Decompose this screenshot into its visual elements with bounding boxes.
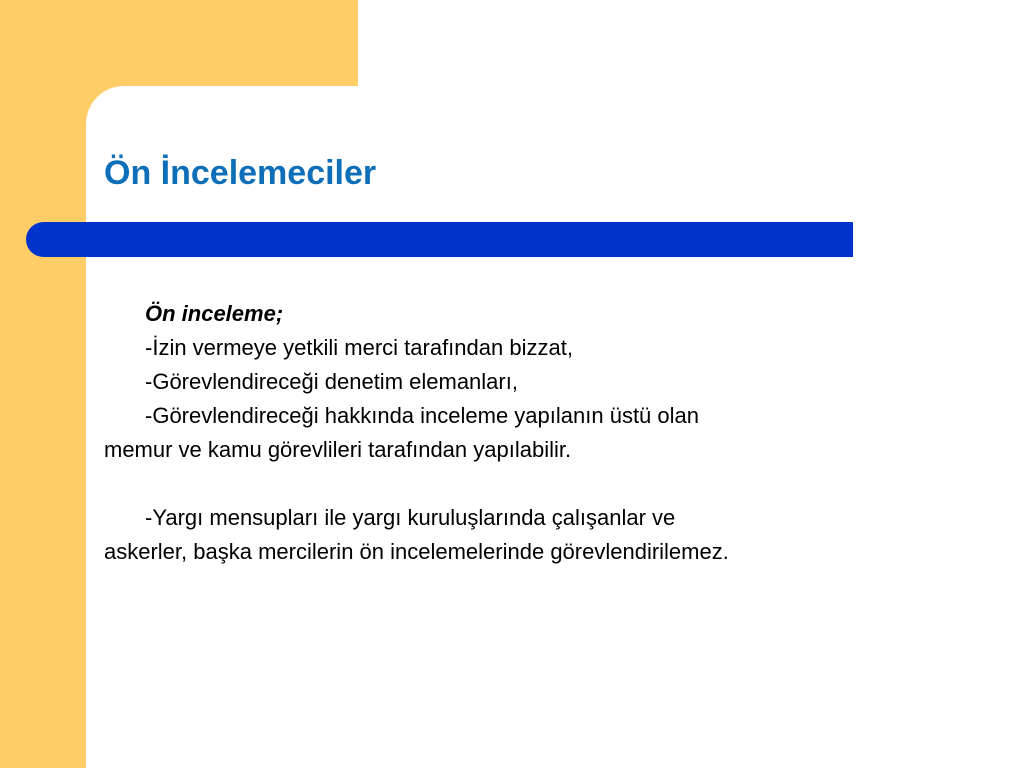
title-underline-bar <box>26 222 853 257</box>
body-line: -Görevlendireceği hakkında inceleme yapılanın üstü olan <box>145 403 699 428</box>
paragraph-gap <box>104 467 984 501</box>
slide-title: Ön İncelemeciler <box>104 154 377 192</box>
body-text <box>104 297 984 569</box>
body-line: askerler, başka mercilerin ön incelemelerinde görevlendirilemez. <box>104 539 729 564</box>
body-line: -İzin vermeye yetkili merci tarafından bizzat, <box>145 335 573 360</box>
body-line: memur ve kamu görevlileri tarafından yapılabilir. <box>104 437 572 462</box>
body-heading: Ön inceleme; <box>145 301 284 326</box>
body-line: -Yargı mensupları ile yargı kuruluşlarında çalışanlar ve <box>145 505 676 530</box>
body-line: -Görevlendireceği denetim elemanları, <box>145 369 518 394</box>
